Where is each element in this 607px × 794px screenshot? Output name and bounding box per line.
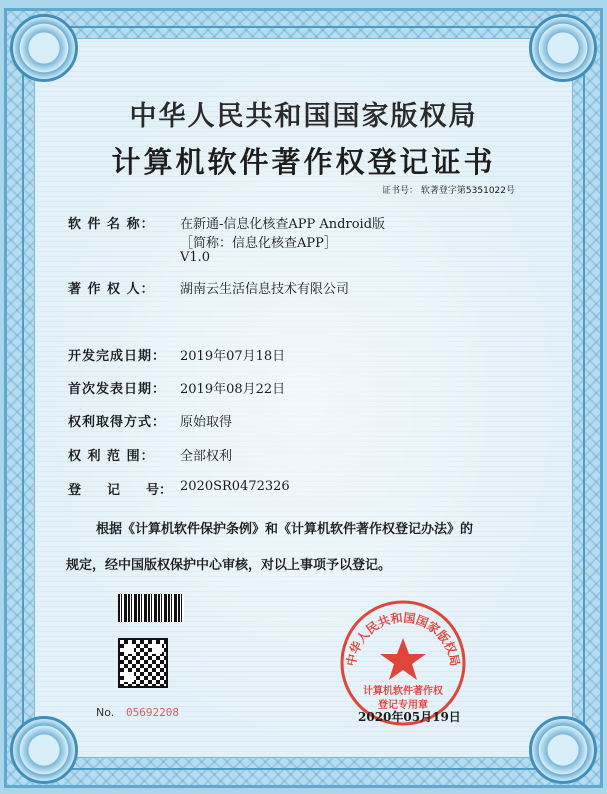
owner-label: 著 作 权 人：: [68, 282, 155, 297]
dev-date-label: 开发完成日期：: [68, 349, 167, 364]
serial-number: 05692208: [126, 706, 179, 719]
issuer-title: 中华人民共和国国家版权局: [129, 101, 478, 132]
barcode-icon: [118, 594, 184, 622]
statement-line-1: 根据《计算机软件保护条例》和《计算机软件著作权登记办法》的: [96, 522, 474, 537]
statement-line-2: 规定，经中国版权保护中心审核，对以上事项予以登记。: [66, 558, 392, 573]
software-name-label: 软 件 名 称：: [68, 217, 155, 232]
registration-label: 登 记 号：: [68, 483, 173, 498]
seal-inner-line-2: 登记专用章: [378, 700, 428, 711]
seal-inner-line-1: 计算机软件著作权: [363, 686, 443, 697]
certificate-title: 计算机软件著作权登记证书: [111, 145, 496, 179]
serial-label: No.: [96, 706, 115, 719]
software-version: V1.0: [180, 250, 211, 265]
owner-value: 湖南云生活信息技术有限公司: [180, 282, 350, 297]
scope-value: 全部权利: [180, 449, 233, 464]
software-name-value: 在新通-信息化核查APP Android版: [180, 217, 386, 232]
pub-date-label: 首次发表日期：: [68, 382, 167, 397]
qr-code-icon: [118, 638, 168, 688]
corner-ornament-icon: [10, 14, 78, 82]
corner-ornament-icon: [10, 716, 78, 784]
dev-date-value: 2019年07月18日: [180, 349, 286, 364]
registration-value: 2020SR0472326: [180, 479, 290, 494]
pub-date-value: 2019年08月22日: [180, 382, 286, 397]
corner-ornament-icon: [529, 716, 597, 784]
certificate-number: 证书号： 软著登字第5351022号: [382, 186, 515, 196]
scope-label: 权 利 范 围：: [68, 449, 155, 464]
seal-star-icon: [380, 638, 426, 680]
seal-ring-text: 中华人民共和国国家版权局: [343, 610, 463, 668]
acquire-label: 权利取得方式：: [68, 415, 167, 430]
software-short-name: ［简称：信息化核查APP］: [180, 236, 337, 251]
acquire-value: 原始取得: [180, 415, 233, 430]
corner-ornament-icon: [529, 14, 597, 82]
issue-date: 2020年05月19日: [358, 710, 461, 724]
